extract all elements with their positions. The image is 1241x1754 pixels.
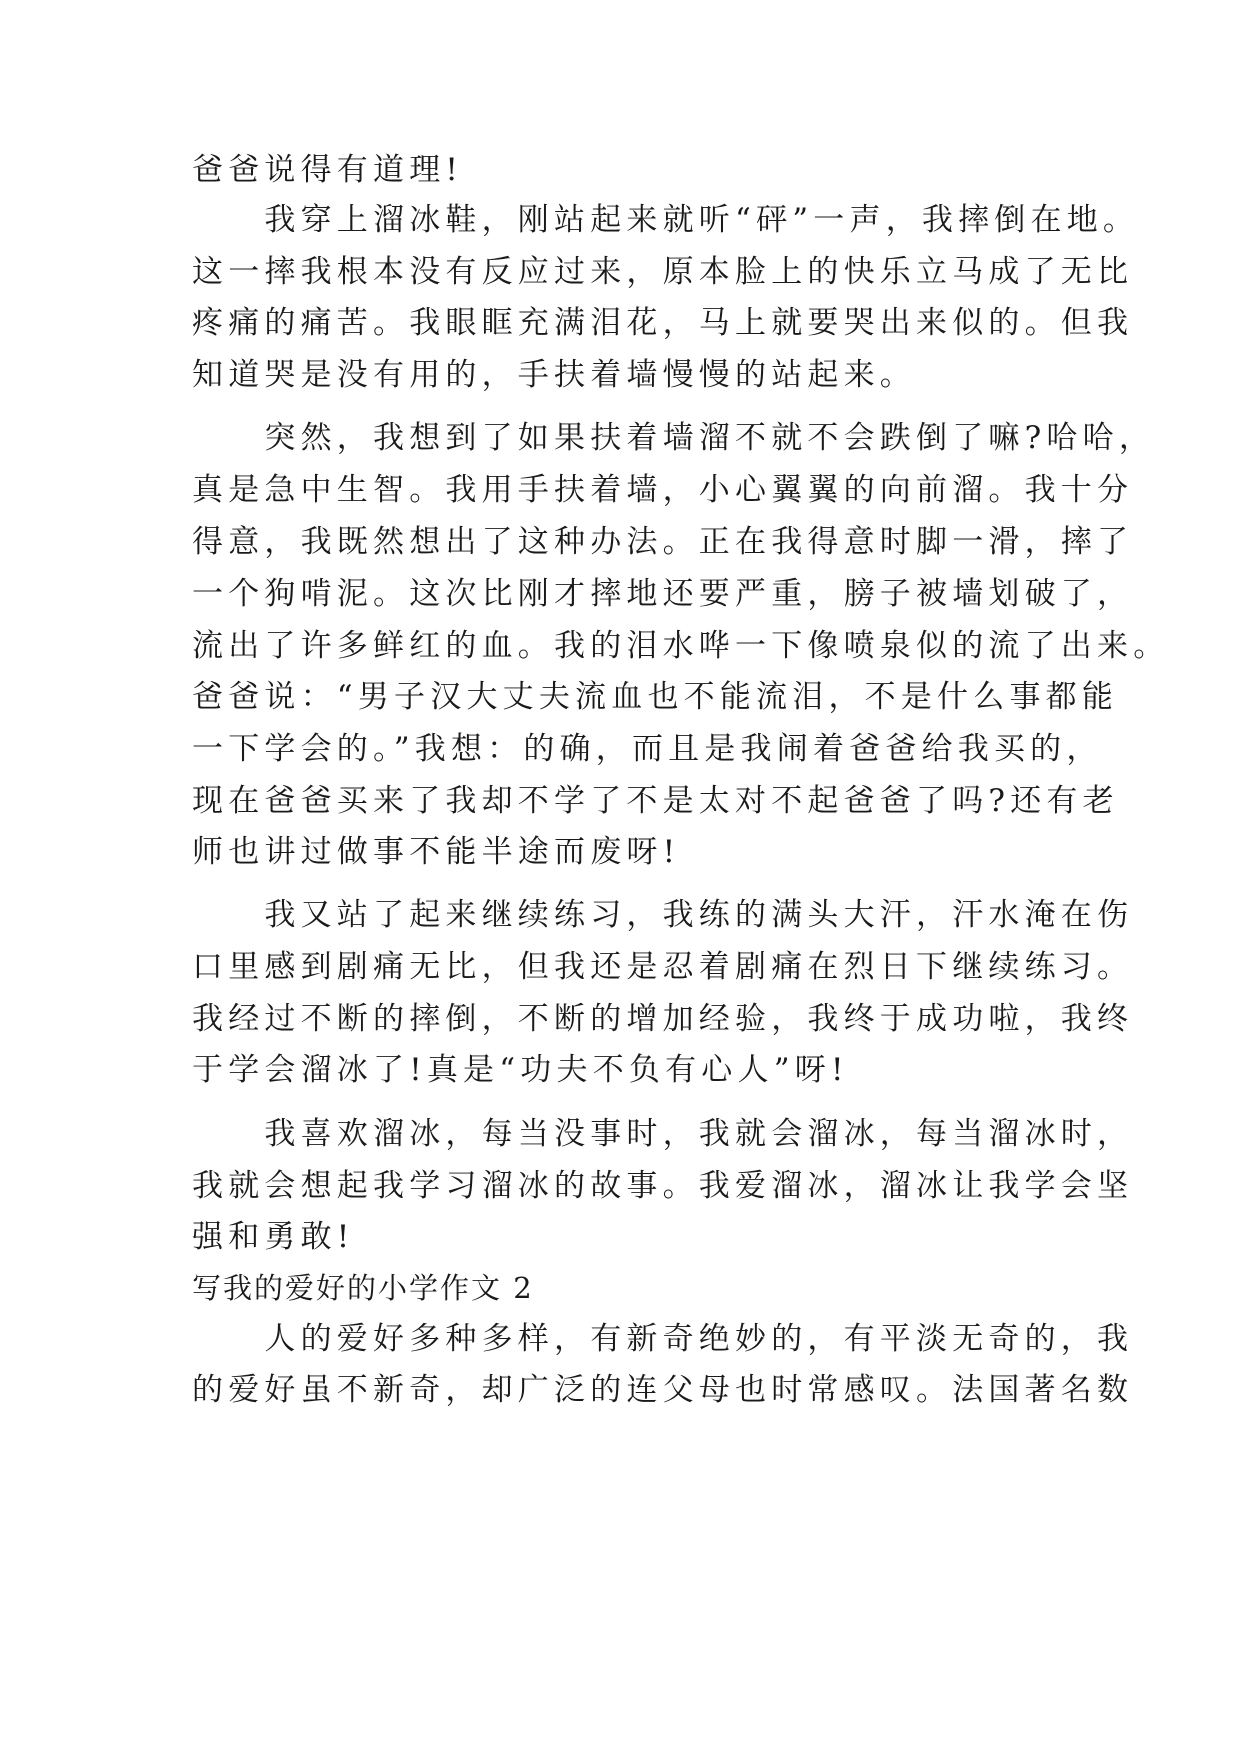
text-line: 我穿上溜冰鞋，刚站起来就听“砰”一声，我摔倒在地。 [192, 202, 1140, 238]
text-line: 突然，我想到了如果扶着墙溜不就不会跌倒了嘛?哈哈， [192, 420, 1156, 456]
text-line: 知道哭是没有用的，手扶着墙慢慢的站起来。 [192, 357, 916, 393]
section-heading: 写我的爱好的小学作文 2 [192, 1271, 534, 1305]
text-line: 得意，我既然想出了这种办法。正在我得意时脚一滑，摔了 [192, 524, 1134, 560]
text-line: 现在爸爸买来了我却不学了不是太对不起爸爸了吗?还有老 [192, 783, 1119, 819]
text-line: 人的爱好多种多样，有新奇绝妙的，有平淡无奇的，我 [192, 1321, 1134, 1357]
text-line: 爸爸说：“男子汉大丈夫流血也不能流泪，不是什么事都能 [192, 679, 1119, 715]
text-line: 我就会想起我学习溜冰的故事。我爱溜冰，溜冰让我学会坚 [192, 1168, 1134, 1204]
text-line: 这一摔我根本没有反应过来，原本脸上的快乐立马成了无比 [192, 254, 1134, 290]
text-line: 真是急中生智。我用手扶着墙，小心翼翼的向前溜。我十分 [192, 472, 1134, 508]
text-line: 我又站了起来继续练习，我练的满头大汗，汗水淹在伤 [192, 897, 1134, 933]
text-line: 于学会溜冰了!真是“功夫不负有心人”呀! [192, 1052, 849, 1088]
text-line: 我经过不断的摔倒，不断的增加经验，我终于成功啦，我终 [192, 1001, 1134, 1037]
text-line: 的爱好虽不新奇，却广泛的连父母也时常感叹。法国著名数 [192, 1372, 1134, 1408]
text-line: 口里感到剧痛无比，但我还是忍着剧痛在烈日下继续练习。 [192, 949, 1134, 985]
text-line: 流出了许多鲜红的血。我的泪水哗一下像喷泉似的流了出来。 [192, 628, 1170, 664]
text-line: 一个狗啃泥。这次比刚才摔地还要严重，膀子被墙划破了， [192, 576, 1134, 612]
text-line: 一下学会的。”我想：的确，而且是我闹着爸爸给我买的， [192, 731, 1103, 767]
text-line: 疼痛的痛苦。我眼眶充满泪花，马上就要哭出来似的。但我 [192, 305, 1134, 341]
text-line: 爸爸说得有道理! [192, 152, 464, 188]
text-line: 我喜欢溜冰，每当没事时，我就会溜冰，每当溜冰时， [192, 1116, 1134, 1152]
text-line: 师也讲过做事不能半途而废呀! [192, 834, 681, 870]
text-line: 强和勇敢! [192, 1219, 355, 1255]
